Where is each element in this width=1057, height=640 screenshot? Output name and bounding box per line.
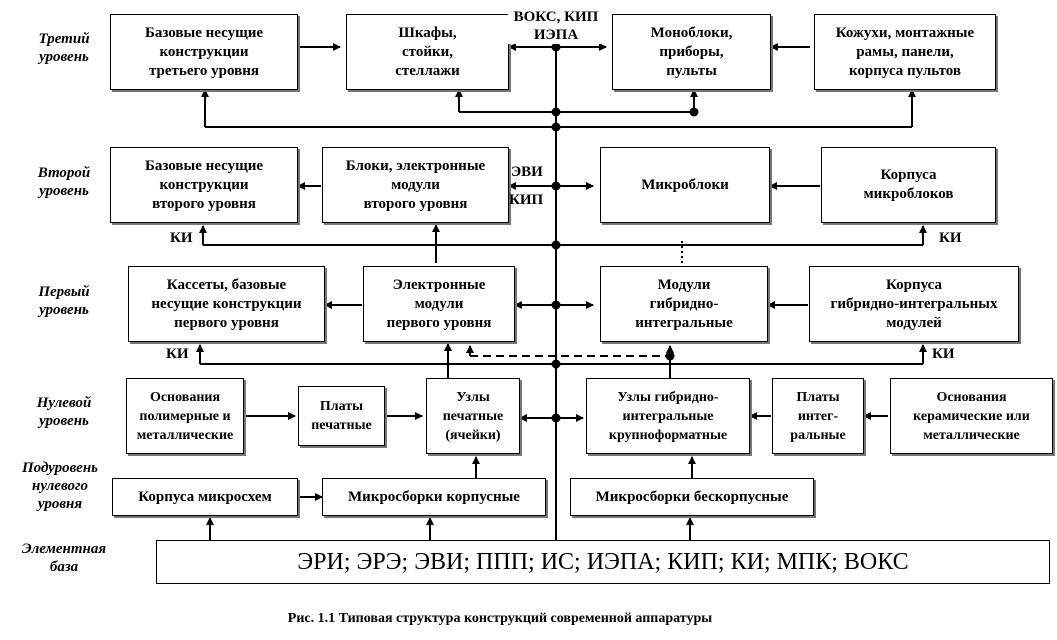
level-label-third: Третий уровень bbox=[38, 31, 90, 65]
box-s0-unpackaged: Микросборки бескорпусные bbox=[570, 478, 814, 516]
box-l1-cases: Корпуса гибридно-интегральных модулей bbox=[809, 266, 1019, 342]
tag-ki-l1-right: КИ bbox=[932, 346, 955, 362]
level-label-first: Первый уровень bbox=[38, 284, 90, 318]
tag-ki-l2-left: КИ bbox=[170, 230, 193, 246]
figure-caption: Рис. 1.1 Типовая структура конструкций современной аппаратуры bbox=[287, 611, 713, 626]
box-l0-ceramic: Основания керамические или металлические bbox=[890, 378, 1053, 454]
tag-evi: ЭВИ bbox=[511, 164, 543, 180]
box-l3-monoblocks: Моноблоки, приборы, пульты bbox=[612, 14, 771, 90]
box-s0-packaged: Микросборки корпусные bbox=[322, 478, 546, 516]
box-l0-int-boards: Платы интег- ральные bbox=[772, 378, 864, 454]
level-label-zero: Нулевой уровень bbox=[36, 395, 92, 429]
box-l0-hybrid-units: Узлы гибридно- интегральные крупноформатные bbox=[586, 378, 750, 454]
box-l0-units: Узлы печатные (ячейки) bbox=[426, 378, 520, 454]
tag-ki-l1-left: КИ bbox=[166, 346, 189, 362]
box-l1-cassettes: Кассеты, базовые несущие конструкции первого уровня bbox=[128, 266, 325, 342]
element-base-box bbox=[156, 540, 1050, 584]
tag-kip: КИП bbox=[509, 192, 544, 208]
level-label-second: Второй уровень bbox=[37, 165, 91, 199]
tag-ki-l2-right: КИ bbox=[939, 230, 962, 246]
box-l2-microblocks: Микроблоки bbox=[600, 147, 770, 223]
box-l1-modules: Электронные модули первого уровня bbox=[363, 266, 515, 342]
element-base-list: ЭРИ; ЭРЭ; ЭВИ; ППП; ИС; ИЭПА; КИП; КИ; МПК; ВОКС bbox=[297, 548, 909, 575]
box-s0-chip-cases: Корпуса микросхем bbox=[112, 478, 298, 516]
level-label-sub-zero: Подуровень нулевого уровня bbox=[21, 460, 99, 512]
tag-voks-kip-iepa: ВОКС, КИП ИЭПА bbox=[508, 8, 604, 44]
box-l1-hybrid: Модули гибридно- интегральные bbox=[600, 266, 768, 342]
box-l3-casings: Кожухи, монтажные рамы, панели, корпуса пультов bbox=[814, 14, 996, 90]
level-label-element-base: Элементная база bbox=[21, 541, 107, 575]
box-l0-boards: Платы печатные bbox=[298, 386, 385, 446]
box-l2-cases: Корпуса микроблоков bbox=[821, 147, 996, 223]
box-l2-blocks: Блоки, электронные модули второго уровня bbox=[322, 147, 509, 223]
box-l0-bases: Основания полимерные и металлические bbox=[126, 378, 244, 454]
box-l3-base: Базовые несущие конструкции третьего уровня bbox=[110, 14, 298, 90]
box-l3-cabinets: Шкафы, стойки, стеллажи bbox=[346, 14, 509, 90]
box-l2-base: Базовые несущие конструкции второго уровня bbox=[110, 147, 298, 223]
